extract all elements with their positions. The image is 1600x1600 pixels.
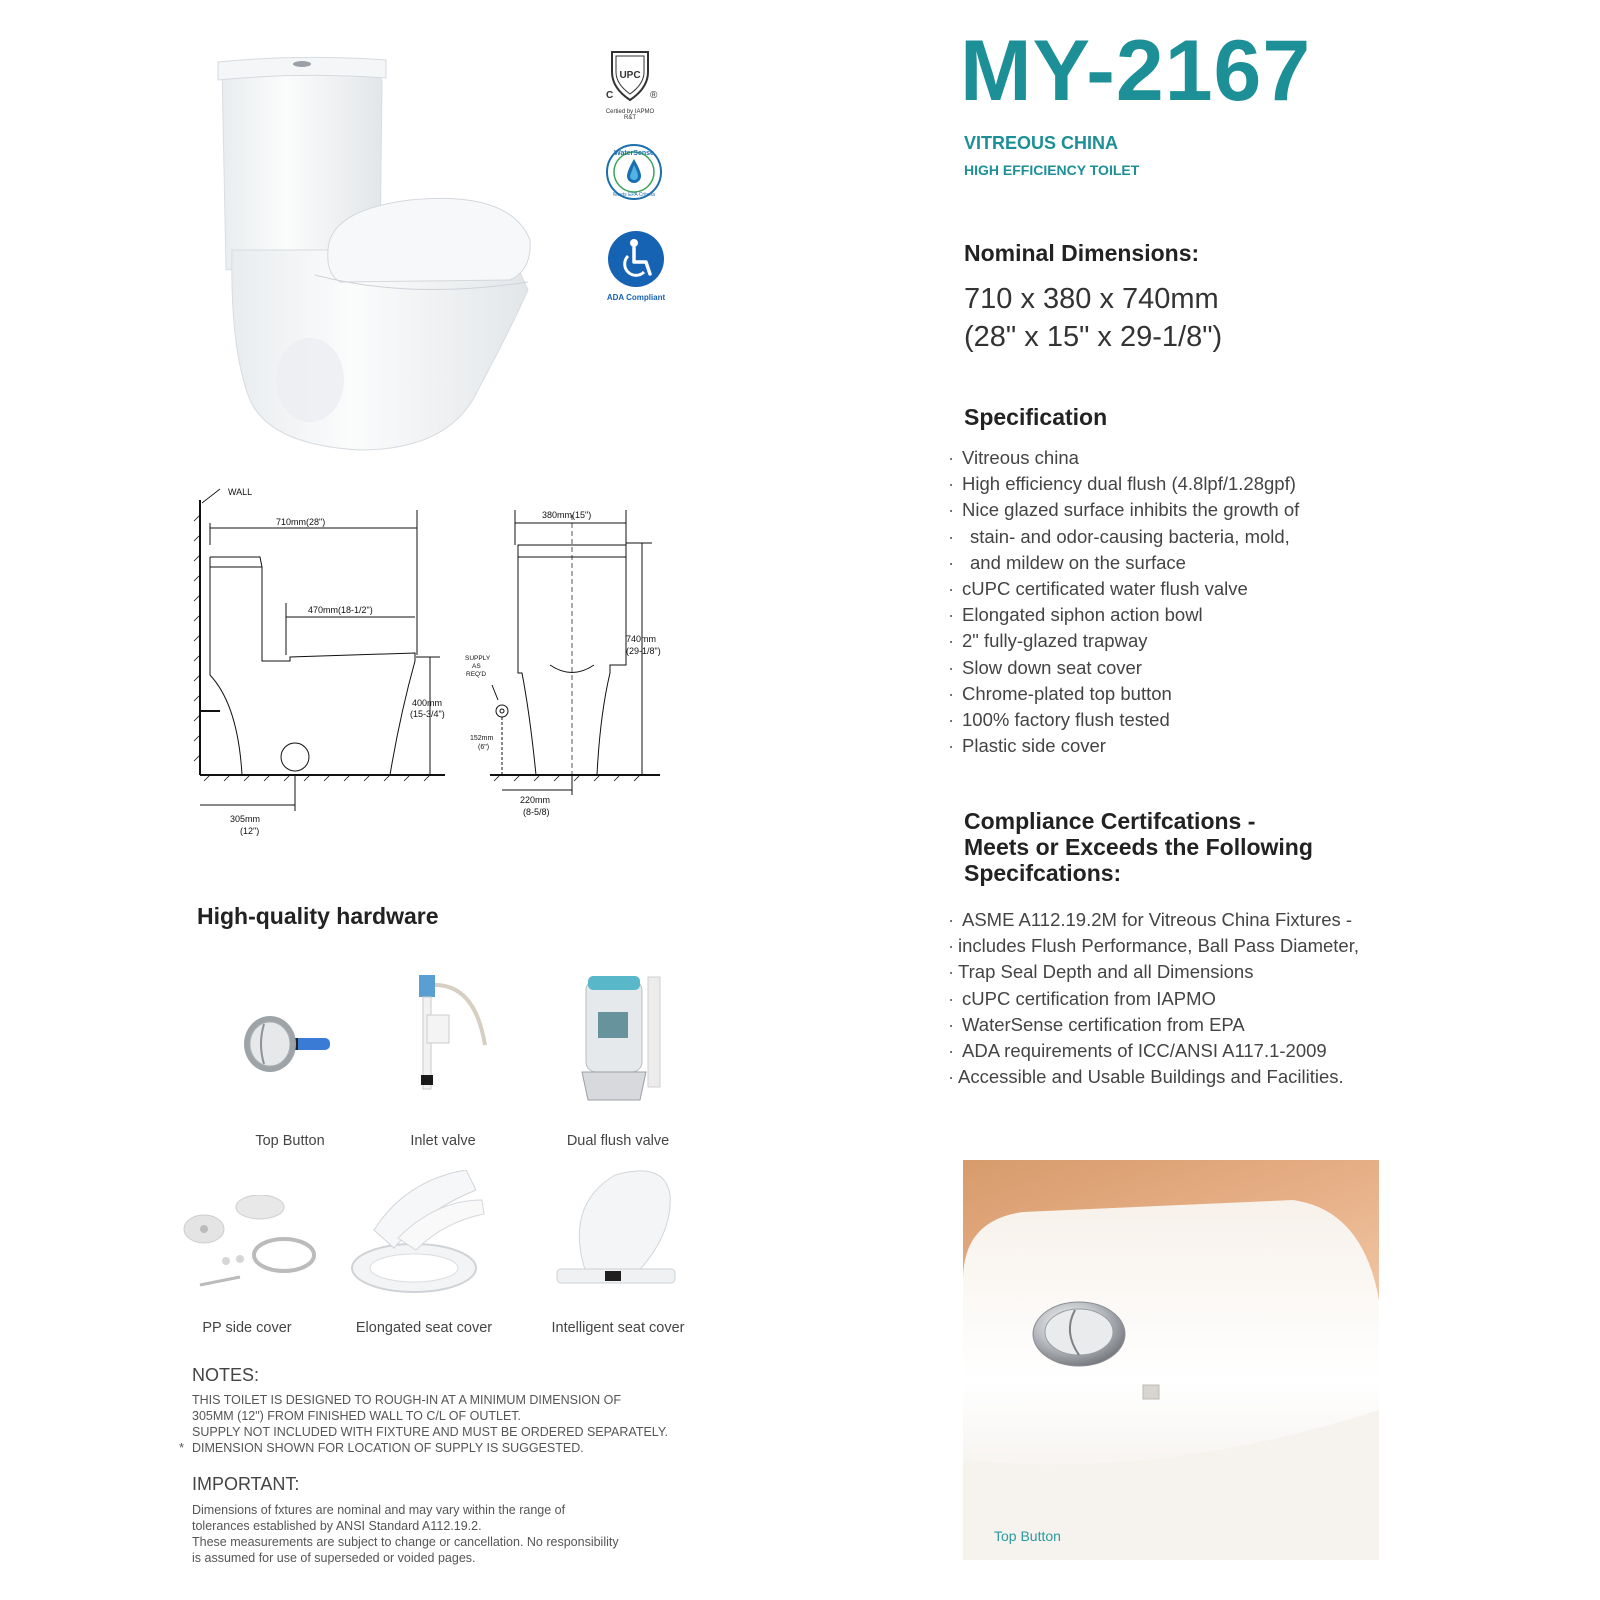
intelligent-seat-cover-image	[545, 1165, 685, 1295]
list-item: · High efficiency dual flush (4.8lpf/1.28gpf)	[948, 471, 1368, 497]
list-item-continuation: · Accessible and Usable Buildings and Facilities.	[948, 1064, 1388, 1090]
list-item: · Elongated siphon action bowl	[948, 602, 1368, 628]
important-heading: IMPORTANT:	[192, 1474, 300, 1494]
dim-740-label: 740mm	[626, 634, 657, 644]
compliance-heading-line: Specifcations:	[964, 860, 1122, 886]
list-item: · 100% factory flush tested	[948, 707, 1368, 733]
important-line: These measurements are subject to change or cancellation. No responsibility	[192, 1535, 619, 1549]
wheelchair-icon	[596, 230, 676, 288]
dim-220-inch-label: (8-5/8)	[523, 807, 550, 817]
notes-body	[192, 1392, 712, 1456]
top-button-image	[240, 1010, 340, 1080]
svg-text:®: ®	[650, 90, 658, 101]
ada-caption: ADA Compliant	[606, 293, 666, 302]
inlet-valve-image	[405, 975, 500, 1105]
compliance-list	[948, 907, 1388, 1090]
toilet-product-image	[210, 50, 550, 460]
cupc-certification-logo	[600, 48, 660, 120]
hardware-caption-pp-side-cover: PP side cover	[202, 1320, 292, 1336]
dim-380-label: 380mm(15")	[542, 510, 592, 520]
compliance-heading-line: Meets or Exceeds the Following	[964, 834, 1313, 860]
list-item-continuation: · and mildew on the surface	[948, 550, 1368, 576]
list-item: · cUPC certification from IAPMO	[948, 986, 1388, 1012]
dual-flush-valve-image	[578, 972, 668, 1107]
notes-line: 305MM (12") FROM FINISHED WALL TO C/L OF OUTLET.	[192, 1409, 522, 1423]
dim-152-inch-label: (6")	[478, 744, 490, 751]
important-line: tolerances established by ANSI Standard A112.19.2.	[192, 1519, 482, 1533]
list-item: · 2" fully-glazed trapway	[948, 628, 1368, 654]
important-line: is assumed for use of superseded or voided pages.	[192, 1551, 476, 1565]
important-body	[192, 1502, 712, 1566]
watersense-sublabel: Meets EPA Criteria	[613, 192, 655, 198]
list-item: · Chrome-plated top button	[948, 681, 1368, 707]
product-material: VITREOUS CHINA	[964, 133, 1119, 153]
top-button-photo	[963, 1160, 1379, 1560]
pp-side-cover-image	[180, 1195, 320, 1295]
dimensions-values	[964, 280, 1222, 356]
upc-cert-caption: Certied by IAPMO R&T	[605, 109, 655, 121]
hardware-caption-intelligent-seat-cover: Intelligent seat cover	[551, 1320, 685, 1336]
list-item: · WaterSense certification from EPA	[948, 1012, 1388, 1038]
list-item: · Slow down seat cover	[948, 655, 1368, 681]
notes-line: DIMENSION SHOWN FOR LOCATION OF SUPPLY IS SUGGESTED.	[192, 1441, 584, 1455]
model-number: MY-2167	[960, 23, 1312, 119]
dim-740-inch-label: (29-1/8")	[626, 646, 661, 656]
list-item: · ADA requirements of ICC/ANSI A117.1-2009	[948, 1038, 1388, 1064]
supply-label-1: SUPPLY	[465, 655, 491, 662]
list-item: · cUPC certificated water flush valve	[948, 576, 1368, 602]
notes-heading: NOTES:	[192, 1365, 260, 1385]
notes-line: SUPPLY NOT INCLUDED WITH FIXTURE AND MUST BE ORDERED SEPARATELY.	[192, 1425, 669, 1439]
supply-label-3: REQ'D	[466, 671, 487, 678]
photo-caption: Top Button	[994, 1528, 1061, 1544]
dim-305-label: 305mm	[230, 814, 261, 824]
svg-text:C: C	[606, 90, 614, 101]
list-item: · Plastic side cover	[948, 733, 1368, 759]
watersense-label: WaterSense	[614, 150, 654, 157]
dim-710-label: 710mm(28")	[276, 517, 326, 527]
hardware-heading: High-quality hardware	[197, 903, 439, 929]
dim-152-label: 152mm	[470, 735, 494, 742]
dimensions-heading: Nominal Dimensions:	[964, 240, 1200, 266]
list-item-continuation: · stain- and odor-causing bacteria, mold,	[948, 524, 1368, 550]
wall-label: WALL	[228, 487, 253, 497]
hardware-caption-elongated-seat-cover: Elongated seat cover	[355, 1320, 493, 1336]
dimensions-metric: 710 x 380 x 740mm	[964, 283, 1219, 315]
dim-305-inch-label: (12")	[240, 826, 260, 836]
list-item: · Nice glazed surface inhibits the growth of	[948, 497, 1368, 523]
dim-400-inch-label: (15-3/4")	[410, 709, 445, 719]
list-item: · Vitreous china	[948, 445, 1368, 471]
upc-shield-icon	[600, 48, 660, 104]
list-item: · ASME A112.19.2M for Vitreous China Fixtures -	[948, 907, 1388, 933]
compliance-heading-line: Compliance Certifcations -	[964, 808, 1256, 834]
ada-compliant-logo	[596, 230, 676, 302]
specification-heading: Specification	[964, 404, 1108, 430]
elongated-seat-cover-image	[346, 1170, 496, 1295]
dim-220-label: 220mm	[520, 795, 551, 805]
notes-line: THIS TOILET IS DESIGNED TO ROUGH-IN AT A MINIMUM DIMENSION OF	[192, 1393, 621, 1407]
compliance-heading	[964, 808, 1384, 886]
list-item-continuation: · includes Flush Performance, Ball Pass Diameter,	[948, 933, 1388, 959]
hardware-caption-inlet-valve: Inlet valve	[410, 1133, 476, 1149]
watersense-logo-icon	[605, 143, 663, 201]
dimension-drawing	[190, 485, 680, 850]
product-type: HIGH EFFICIENCY TOILET	[964, 162, 1140, 178]
specification-list	[948, 445, 1368, 759]
tank-photo-illustration	[963, 1160, 1379, 1560]
hardware-caption-dual-flush-valve: Dual flush valve	[566, 1133, 670, 1149]
important-line: Dimensions of fxtures are nominal and may vary within the range of	[192, 1503, 566, 1517]
dim-470-label: 470mm(18-1/2")	[308, 605, 373, 615]
dimensions-imperial: (28" x 15" x 29-1/8")	[964, 321, 1223, 353]
hardware-caption-top-button: Top Button	[255, 1133, 325, 1149]
supply-label-2: AS	[472, 663, 481, 670]
upc-logo-text: UPC	[619, 70, 641, 81]
notes-asterisk: *	[179, 1440, 185, 1455]
dim-400-label: 400mm	[412, 698, 443, 708]
list-item-continuation: · Trap Seal Depth and all Dimensions	[948, 959, 1388, 985]
